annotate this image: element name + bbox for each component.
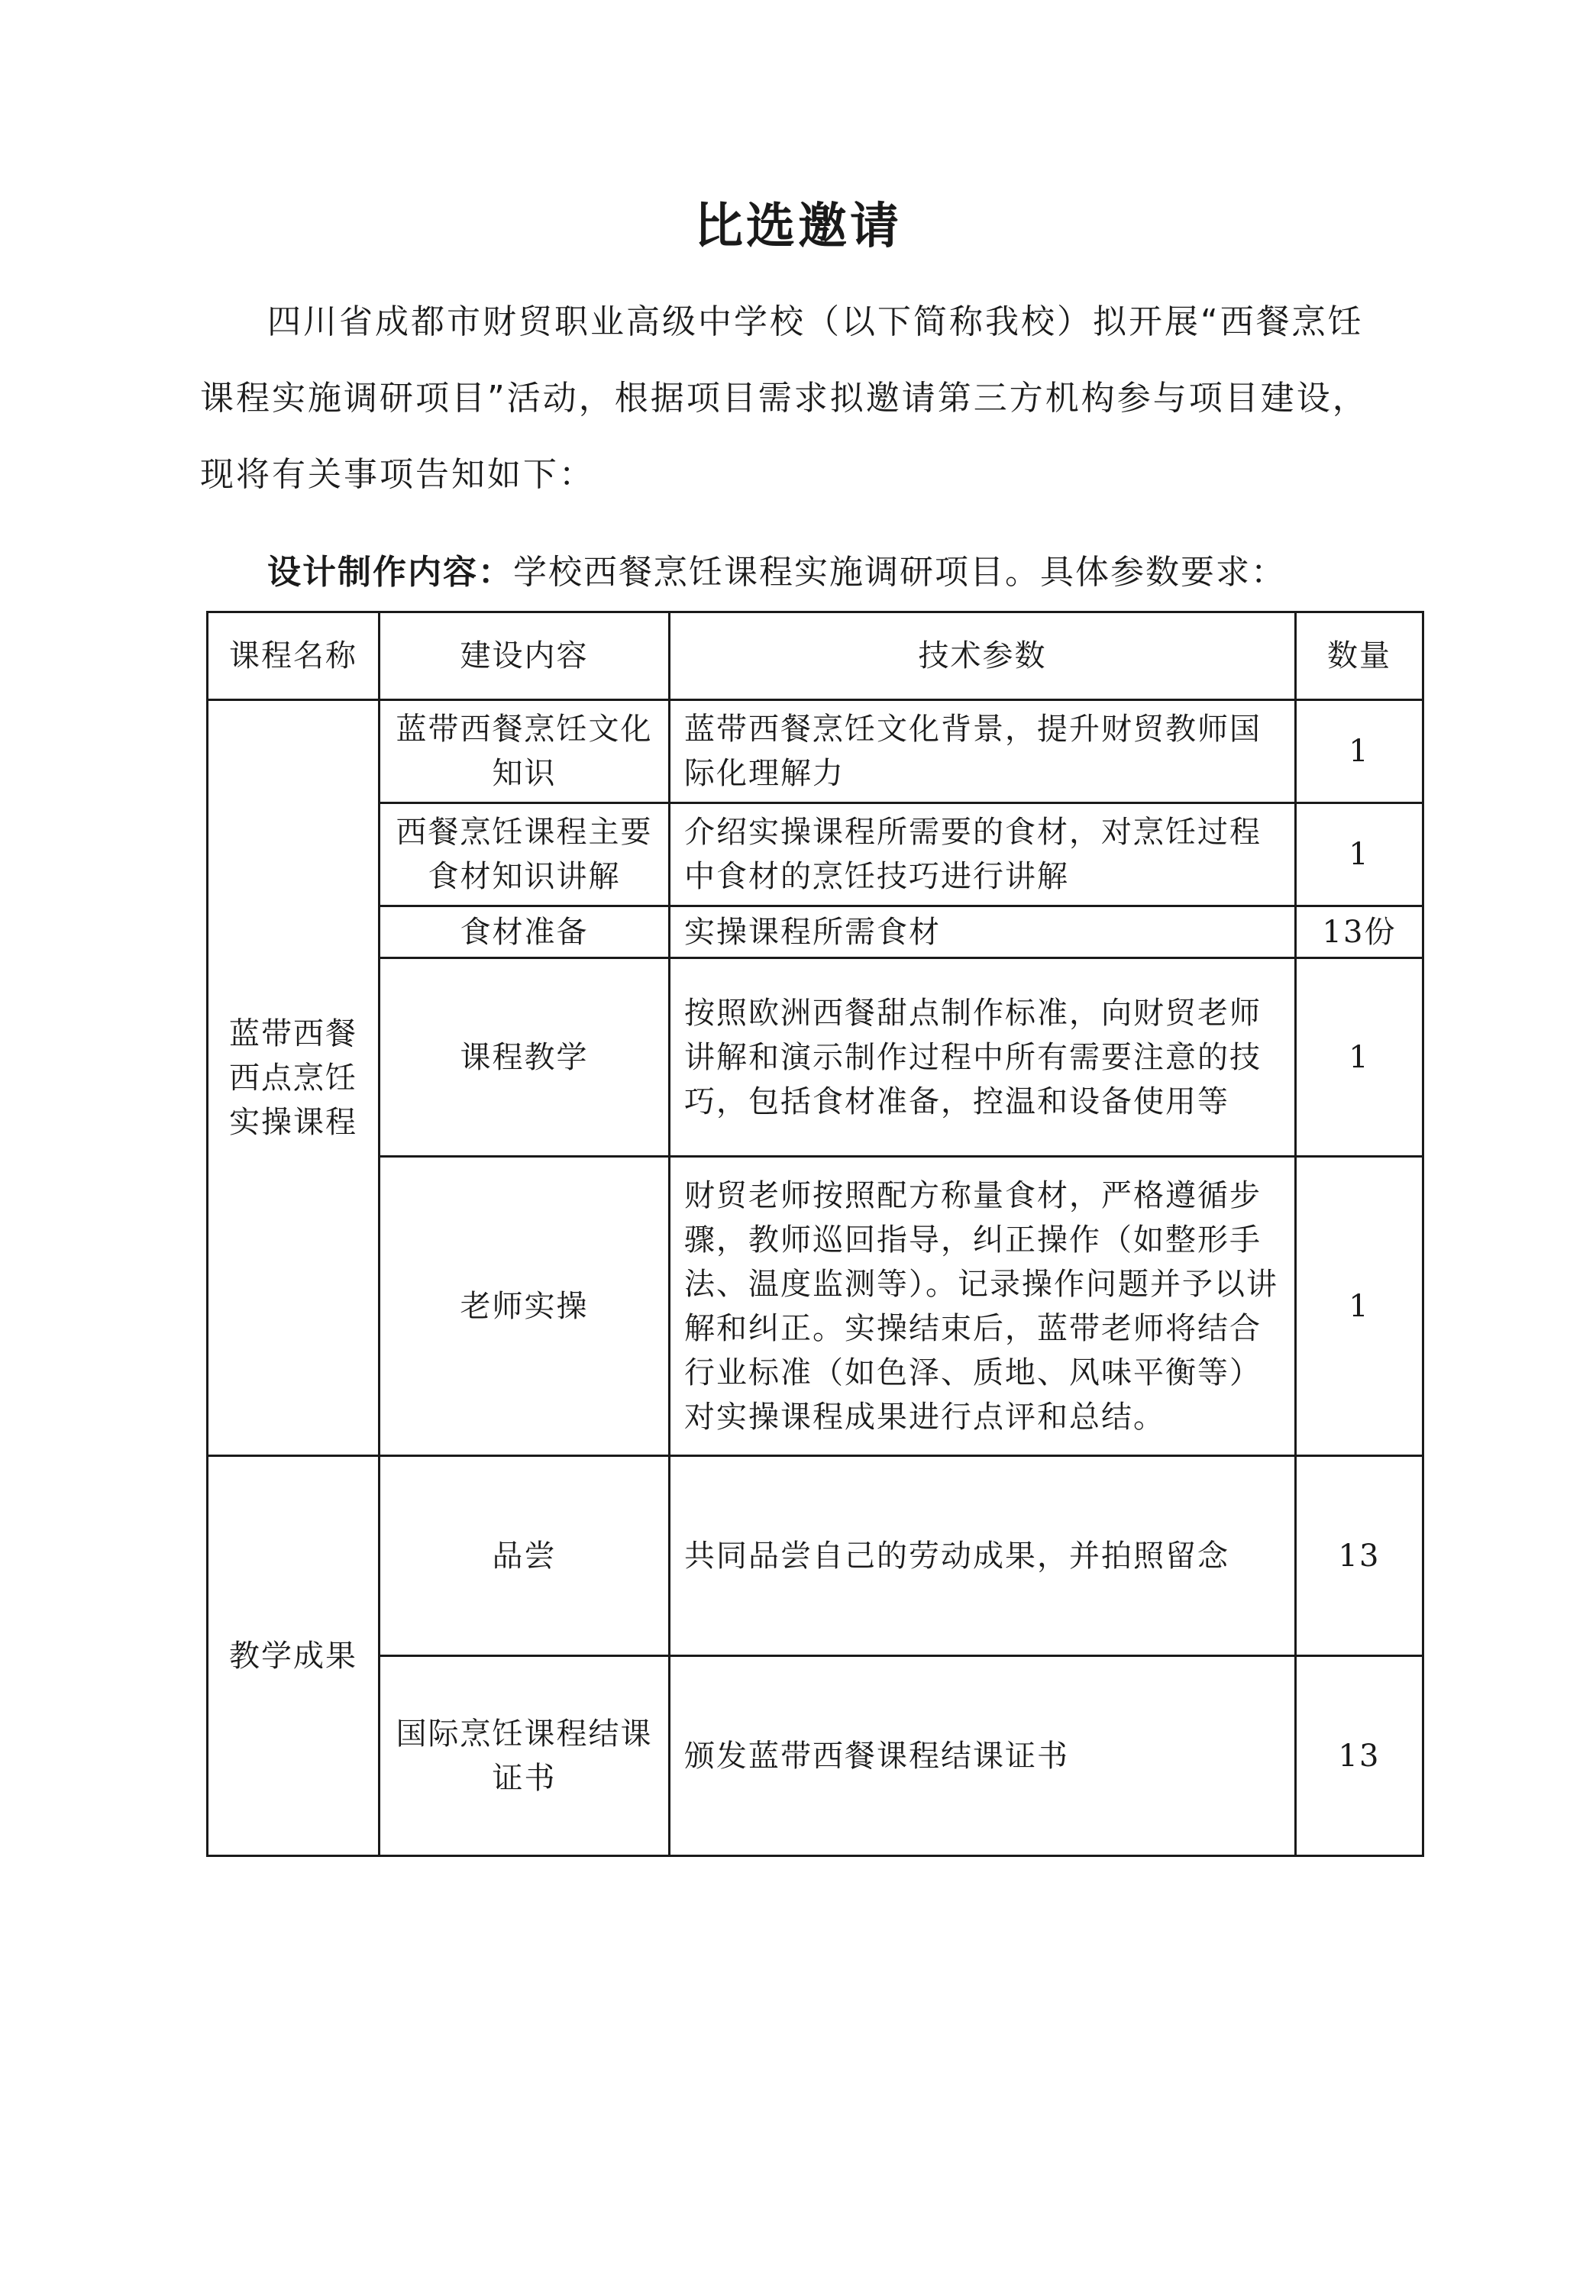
- spec-table: [206, 611, 1424, 1857]
- course-name-cell: 蓝带西餐西点烹饪实操课程: [208, 700, 380, 1456]
- subheading-text: 学校西餐烹饪课程实施调研项目。具体参数要求：: [513, 553, 1286, 592]
- qty-cell: 13份: [1296, 906, 1423, 958]
- content-cell: 蓝带西餐烹饪文化知识: [380, 700, 670, 803]
- params-cell: 颁发蓝带西餐课程结课证书: [670, 1656, 1296, 1856]
- page-title: 比选邀请: [694, 199, 902, 255]
- table-row: [208, 700, 1423, 803]
- table-row: [208, 1456, 1423, 1656]
- params-cell: 共同品尝自己的劳动成果，并拍照留念: [670, 1456, 1296, 1656]
- table-row: [208, 1656, 1423, 1856]
- qty-cell: 1: [1296, 803, 1423, 906]
- params-cell: 介绍实操课程所需要的食材，对烹饪过程中食材的烹饪技巧进行讲解: [670, 803, 1296, 906]
- params-cell: 蓝带西餐烹饪文化背景，提升财贸教师国际化理解力: [670, 700, 1296, 803]
- table-row: [208, 1157, 1423, 1456]
- content-cell: 课程教学: [380, 958, 670, 1157]
- subheading-label: 设计制作内容：: [267, 553, 513, 592]
- header-course-name: 课程名称: [208, 612, 380, 700]
- header-content: 建设内容: [380, 612, 670, 700]
- qty-cell: 1: [1296, 700, 1423, 803]
- qty-cell: 1: [1296, 1157, 1423, 1456]
- intro-paragraph: 四川省成都市财贸职业高级中学校（以下简称我校）拟开展“西餐烹饪课程实施调研项目”活动，根据项目需求拟邀请第三方机构参与项目建设，现将有关事项告知如下：: [200, 302, 1368, 494]
- content-cell: 老师实操: [380, 1157, 670, 1456]
- qty-cell: 13: [1296, 1656, 1423, 1856]
- content-cell: 品尝: [380, 1456, 670, 1656]
- table-row: [208, 906, 1423, 958]
- course-name-cell: 教学成果: [208, 1456, 380, 1856]
- params-cell: 财贸老师按照配方称量食材，严格遵循步骤，教师巡回指导，纠正操作（如整形手法、温度监测等）。记录操作问题并予以讲解和纠正。实操结束后，蓝带老师将结合行业标准（如色泽、质地、风味平衡等）对实操课程成果进行点评和总结。: [670, 1157, 1296, 1456]
- content-cell: 西餐烹饪课程主要食材知识讲解: [380, 803, 670, 906]
- content-cell: 国际烹饪课程结课证书: [380, 1656, 670, 1856]
- table-row: [208, 803, 1423, 906]
- content-subheading: [267, 538, 1413, 607]
- params-cell: 实操课程所需食材: [670, 906, 1296, 958]
- params-cell: 按照欧洲西餐甜点制作标准，向财贸老师讲解和演示制作过程中所有需要注意的技巧，包括食材准备，控温和设备使用等: [670, 958, 1296, 1157]
- header-params: 技术参数: [670, 612, 1296, 700]
- table-header-row: [208, 612, 1423, 700]
- header-qty: 数量: [1296, 612, 1423, 700]
- table-row: [208, 958, 1423, 1157]
- content-cell: 食材准备: [380, 906, 670, 958]
- qty-cell: 1: [1296, 958, 1423, 1157]
- qty-cell: 13: [1296, 1456, 1423, 1656]
